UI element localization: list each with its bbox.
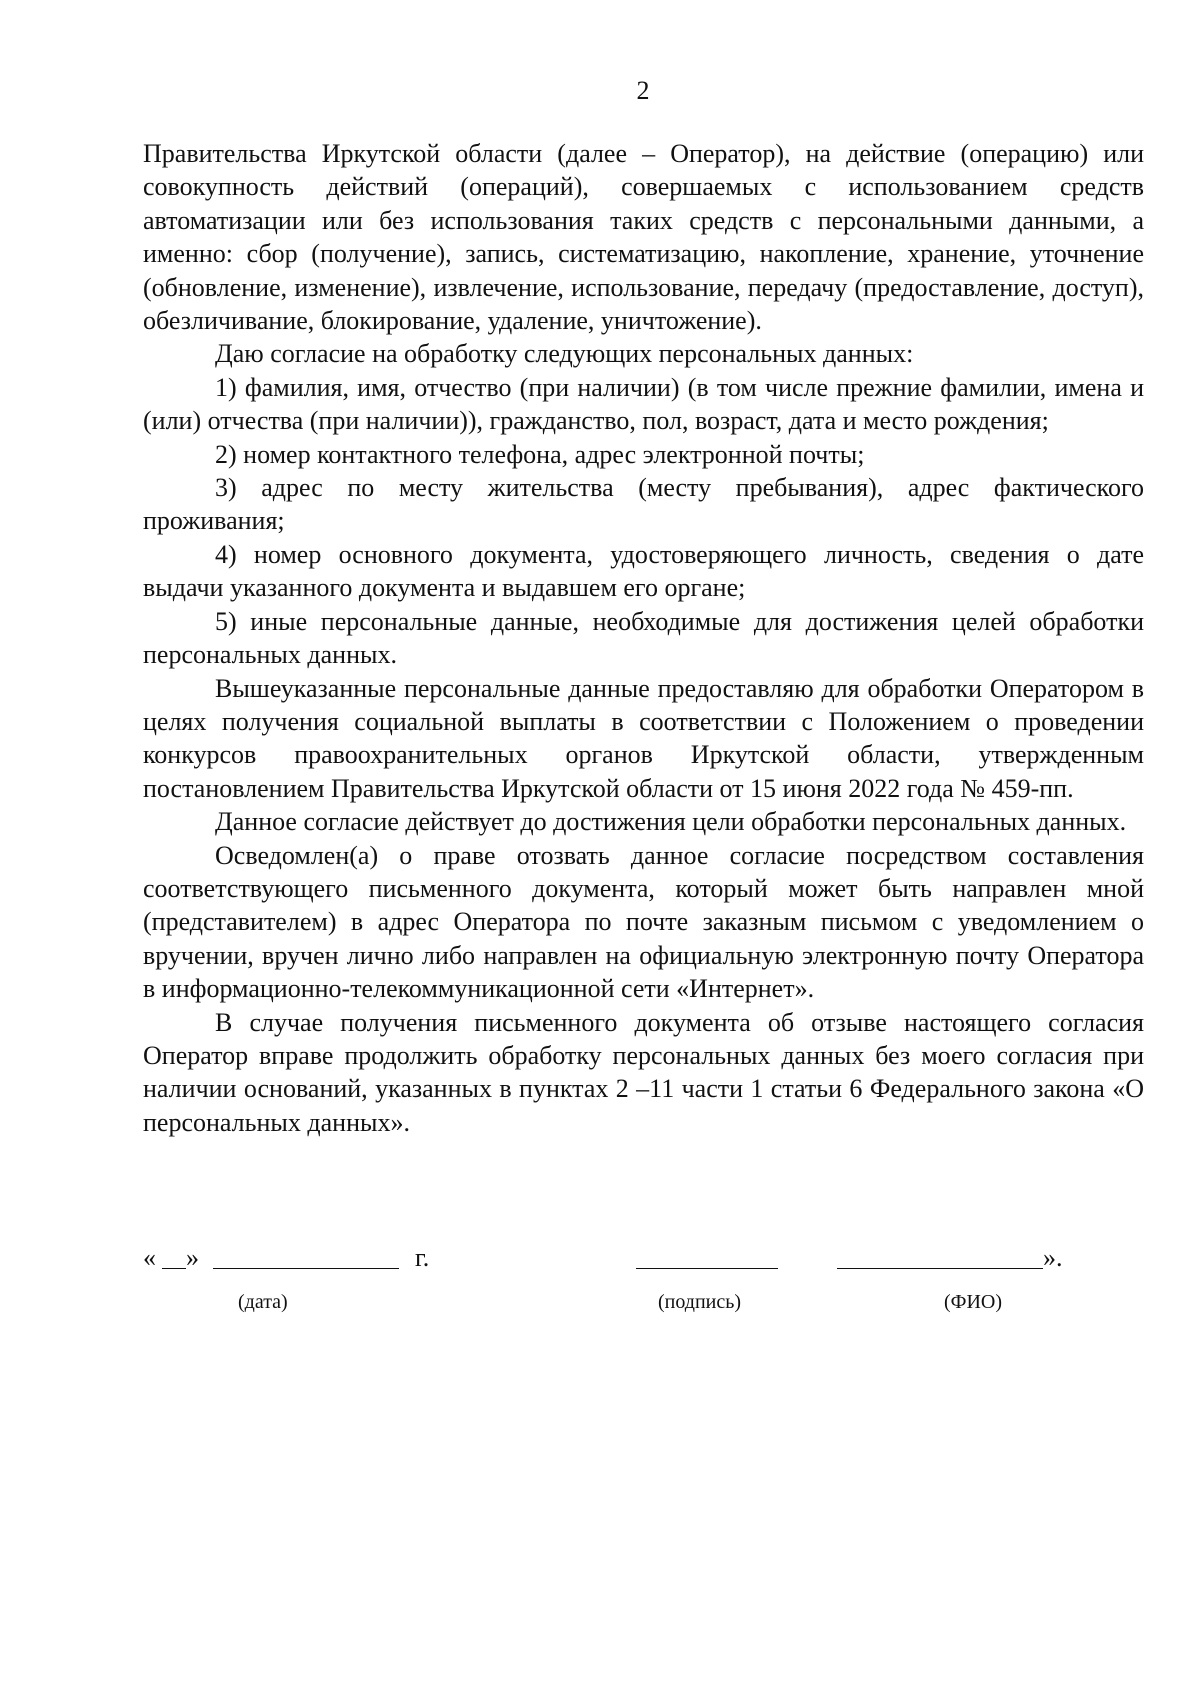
signature-blank-line [636, 1268, 778, 1269]
list-item-3: 3) адрес по месту жительства (месту пребывания), адрес фактического проживания; [143, 473, 1144, 536]
document-body [143, 137, 1144, 1139]
signature-caption: (подпись) [658, 1291, 742, 1313]
paragraph-purpose: Вышеуказанные персональные данные предоставляю для обработки Оператором в целях получения социальной выплаты в соответствии с Положением о проведении конкурсов правоохранительных органов Иркутской области, утвержденным постановлением Правительства Иркутской области от 15 июня 2022 года № 459-пп. [143, 673, 1144, 803]
list-item-5: 5) иные персональные данные, необходимые для достижения целей обработки персональных данных. [143, 606, 1144, 670]
month-year-blank-line [213, 1268, 399, 1269]
paragraph-revocation: Осведомлен(а) о праве отозвать данное согласие посредством составления соответствующего письменного документа, который может быть направлен мной (представителем) в адрес Оператора по почте заказным письмом с уведомлением о вручении, вручен лично либо направлен на официальную электронную почту Оператора в информационно-телекоммуникационной сети «Интернет». [143, 840, 1144, 1004]
name-caption: (ФИО) [944, 1291, 1003, 1313]
list-item-4: 4) номер основного документа, удостоверяющего личность, сведения о дате выдачи указанного документа и выдавшем его органе; [143, 539, 1144, 603]
day-blank-line [162, 1268, 186, 1269]
year-suffix: г. [415, 1243, 430, 1272]
page-number: 2 [636, 76, 650, 105]
paragraph-validity: Данное согласие действует до достижения цели обработки персональных данных. [215, 807, 1127, 837]
list-item-2: 2) номер контактного телефона, адрес электронной почты; [215, 439, 865, 469]
date-quote-open: « [143, 1243, 156, 1272]
paragraph-consent-intro: Даю согласие на обработку следующих персональных данных: [215, 339, 914, 369]
date-caption: (дата) [238, 1291, 288, 1313]
signature-row [143, 1241, 1144, 1275]
list-item-1: 1) фамилия, имя, отчество (при наличии) (в том числе прежние фамилии, имена и (или) отчества (при наличии)), гражданство, пол, возраст, дата и место рождения; [143, 372, 1144, 436]
end-mark: ». [1043, 1243, 1063, 1272]
paragraph-operator-actions: Правительства Иркутской области (далее – Оператор), на действие (операцию) или совокупность действий (операций), совершаемых с использованием средств автоматизации или без использования таких средств с персональными данными, а именно: сбор (получение), запись, систематизацию, накопление, хранение, уточнение (обновление, изменение), извлечение, использование, передачу (предоставление, доступ), обезличивание, блокирование, удаление, уничтожение). [143, 139, 1144, 336]
date-quote-close: » [186, 1243, 199, 1272]
full-name-blank-line [837, 1268, 1043, 1269]
paragraph-continued-processing: В случае получения письменного документа об отзыве настоящего согласия Оператор вправе продолжить обработку персональных данных без моего согласия при наличии оснований, указанных в пунктах 2 –11 части 1 статьи 6 Федерального закона «О персональных данных». [143, 1007, 1144, 1137]
